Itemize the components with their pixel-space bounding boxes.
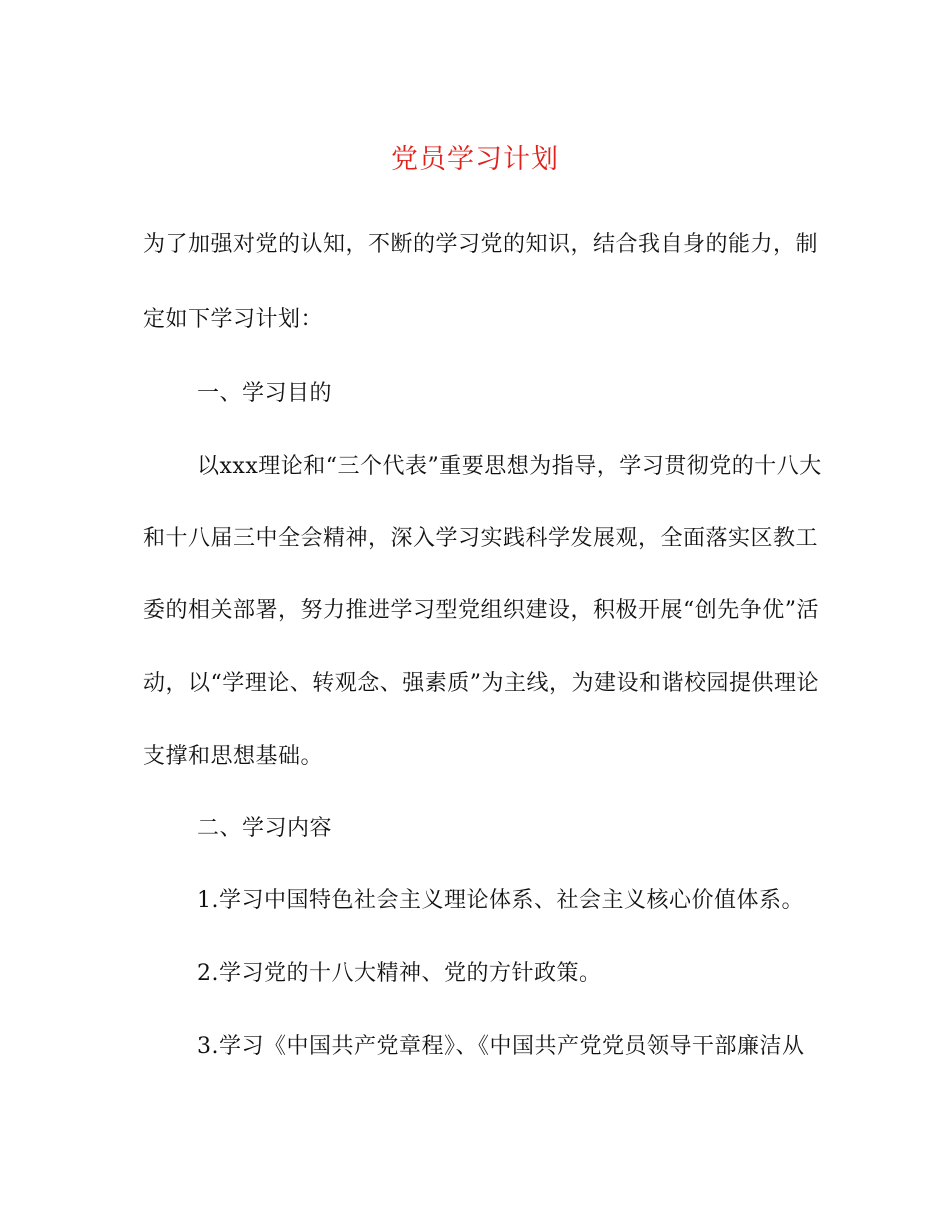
section-heading-purpose: 一、学习目的 [197,381,333,406]
paragraph-line-intro-2: 定如下学习计划： [143,307,324,332]
paragraph-line-purpose-1: 以xxx理论和“三个代表”重要思想为指导，学习贯彻党的十八大 [197,454,822,479]
list-item-content-3: 3.学习《中国共产党章程》、《中国共产党党员领导干部廉洁从 [197,1034,805,1059]
paragraph-line-purpose-5: 支撑和思想基础。 [143,744,324,769]
paragraph-line-intro-1: 为了加强对党的认知，不断的学习党的知识，结合我自身的能力，制 [143,232,819,257]
document-title: 党员学习计划 [391,144,559,175]
list-item-content-2: 2.学习党的十八大精神、党的方针政策。 [197,961,602,986]
paragraph-line-purpose-4: 动，以“学理论、转观念、强素质”为主线，为建设和谐校园提供理论 [143,671,819,696]
list-item-content-1: 1.学习中国特色社会主义理论体系、社会主义核心价值体系。 [197,888,804,913]
section-heading-content: 二、学习内容 [197,816,333,841]
paragraph-line-purpose-3: 委的相关部署，努力推进学习型党组织建设，积极开展“创先争优”活 [143,598,819,623]
paragraph-line-purpose-2: 和十八届三中全会精神，深入学习实践科学发展观，全面落实区教工 [143,526,819,551]
